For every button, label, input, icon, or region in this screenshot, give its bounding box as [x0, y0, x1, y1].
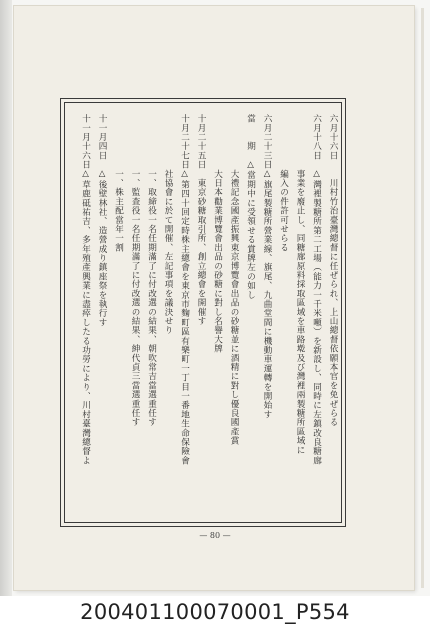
text-column: 十一月十六日△草鹿砥祐吉、多年殖產興業に盡瘁したる功勞により、川村臺灣總督よ: [80, 114, 91, 465]
text-column: 事業を廢止し、同糖廍原料採取區域を車路墘及び灣裡兩製糖所區域に: [295, 114, 305, 455]
text-column: 社協會に於て開催、左記事項を議決せり: [163, 114, 173, 335]
text-column: 當 期 △當期中に受領せる賞牌左の如し: [245, 114, 256, 300]
text-column: 一、監查役一名任期滿了に付改選の結果、紳代貞三當選重任す: [130, 114, 140, 427]
image-id-caption: 200401100070001_P554: [80, 600, 350, 624]
book-spine: [0, 0, 12, 596]
text-column: 十月二十七日△第四十回定時株主總會を東京市麴町區有樂町一丁目一番地生命保險會: [179, 114, 190, 465]
page-edge: [421, 8, 424, 588]
text-column: 十一月四日 △後壁林社、造營成り鎮座祭を執行す: [97, 114, 107, 327]
text-column: 六月十八日 △灣裡製糖所第二工場（能力一千米噸）を新設し、同時に左鎮改良糖廍: [311, 114, 322, 465]
text-column: 六月十六日 川村竹治臺灣總督に任ぜられ、上山總督依願本官を免ぜらる: [328, 114, 338, 427]
text-column: 六月二十三日△旗尾製糖所營業線、旗尾、九曲堂間に機動車運轉を開始す: [262, 114, 272, 419]
text-column: 編入の件許可せらる: [278, 114, 289, 252]
text-column: 大日本勸業博覽會出品の砂糖に對し名譽大牌: [212, 114, 223, 354]
text-column: 大禮記念國產振興東京博覽會出品の砂糖並に酒精に對し優良國產賞: [229, 114, 239, 446]
text-column: 一、株主配當年一割: [113, 114, 124, 252]
text-column: 十月二十五日 東京砂糖取引所、創立總會を開催す: [196, 114, 206, 326]
page-number: — 80 —: [199, 531, 231, 540]
text-column: 一、取締役一名任期滿了に付改選の結果、朝吹常吉當選重任す: [146, 114, 157, 427]
text-columns: [69, 114, 337, 518]
